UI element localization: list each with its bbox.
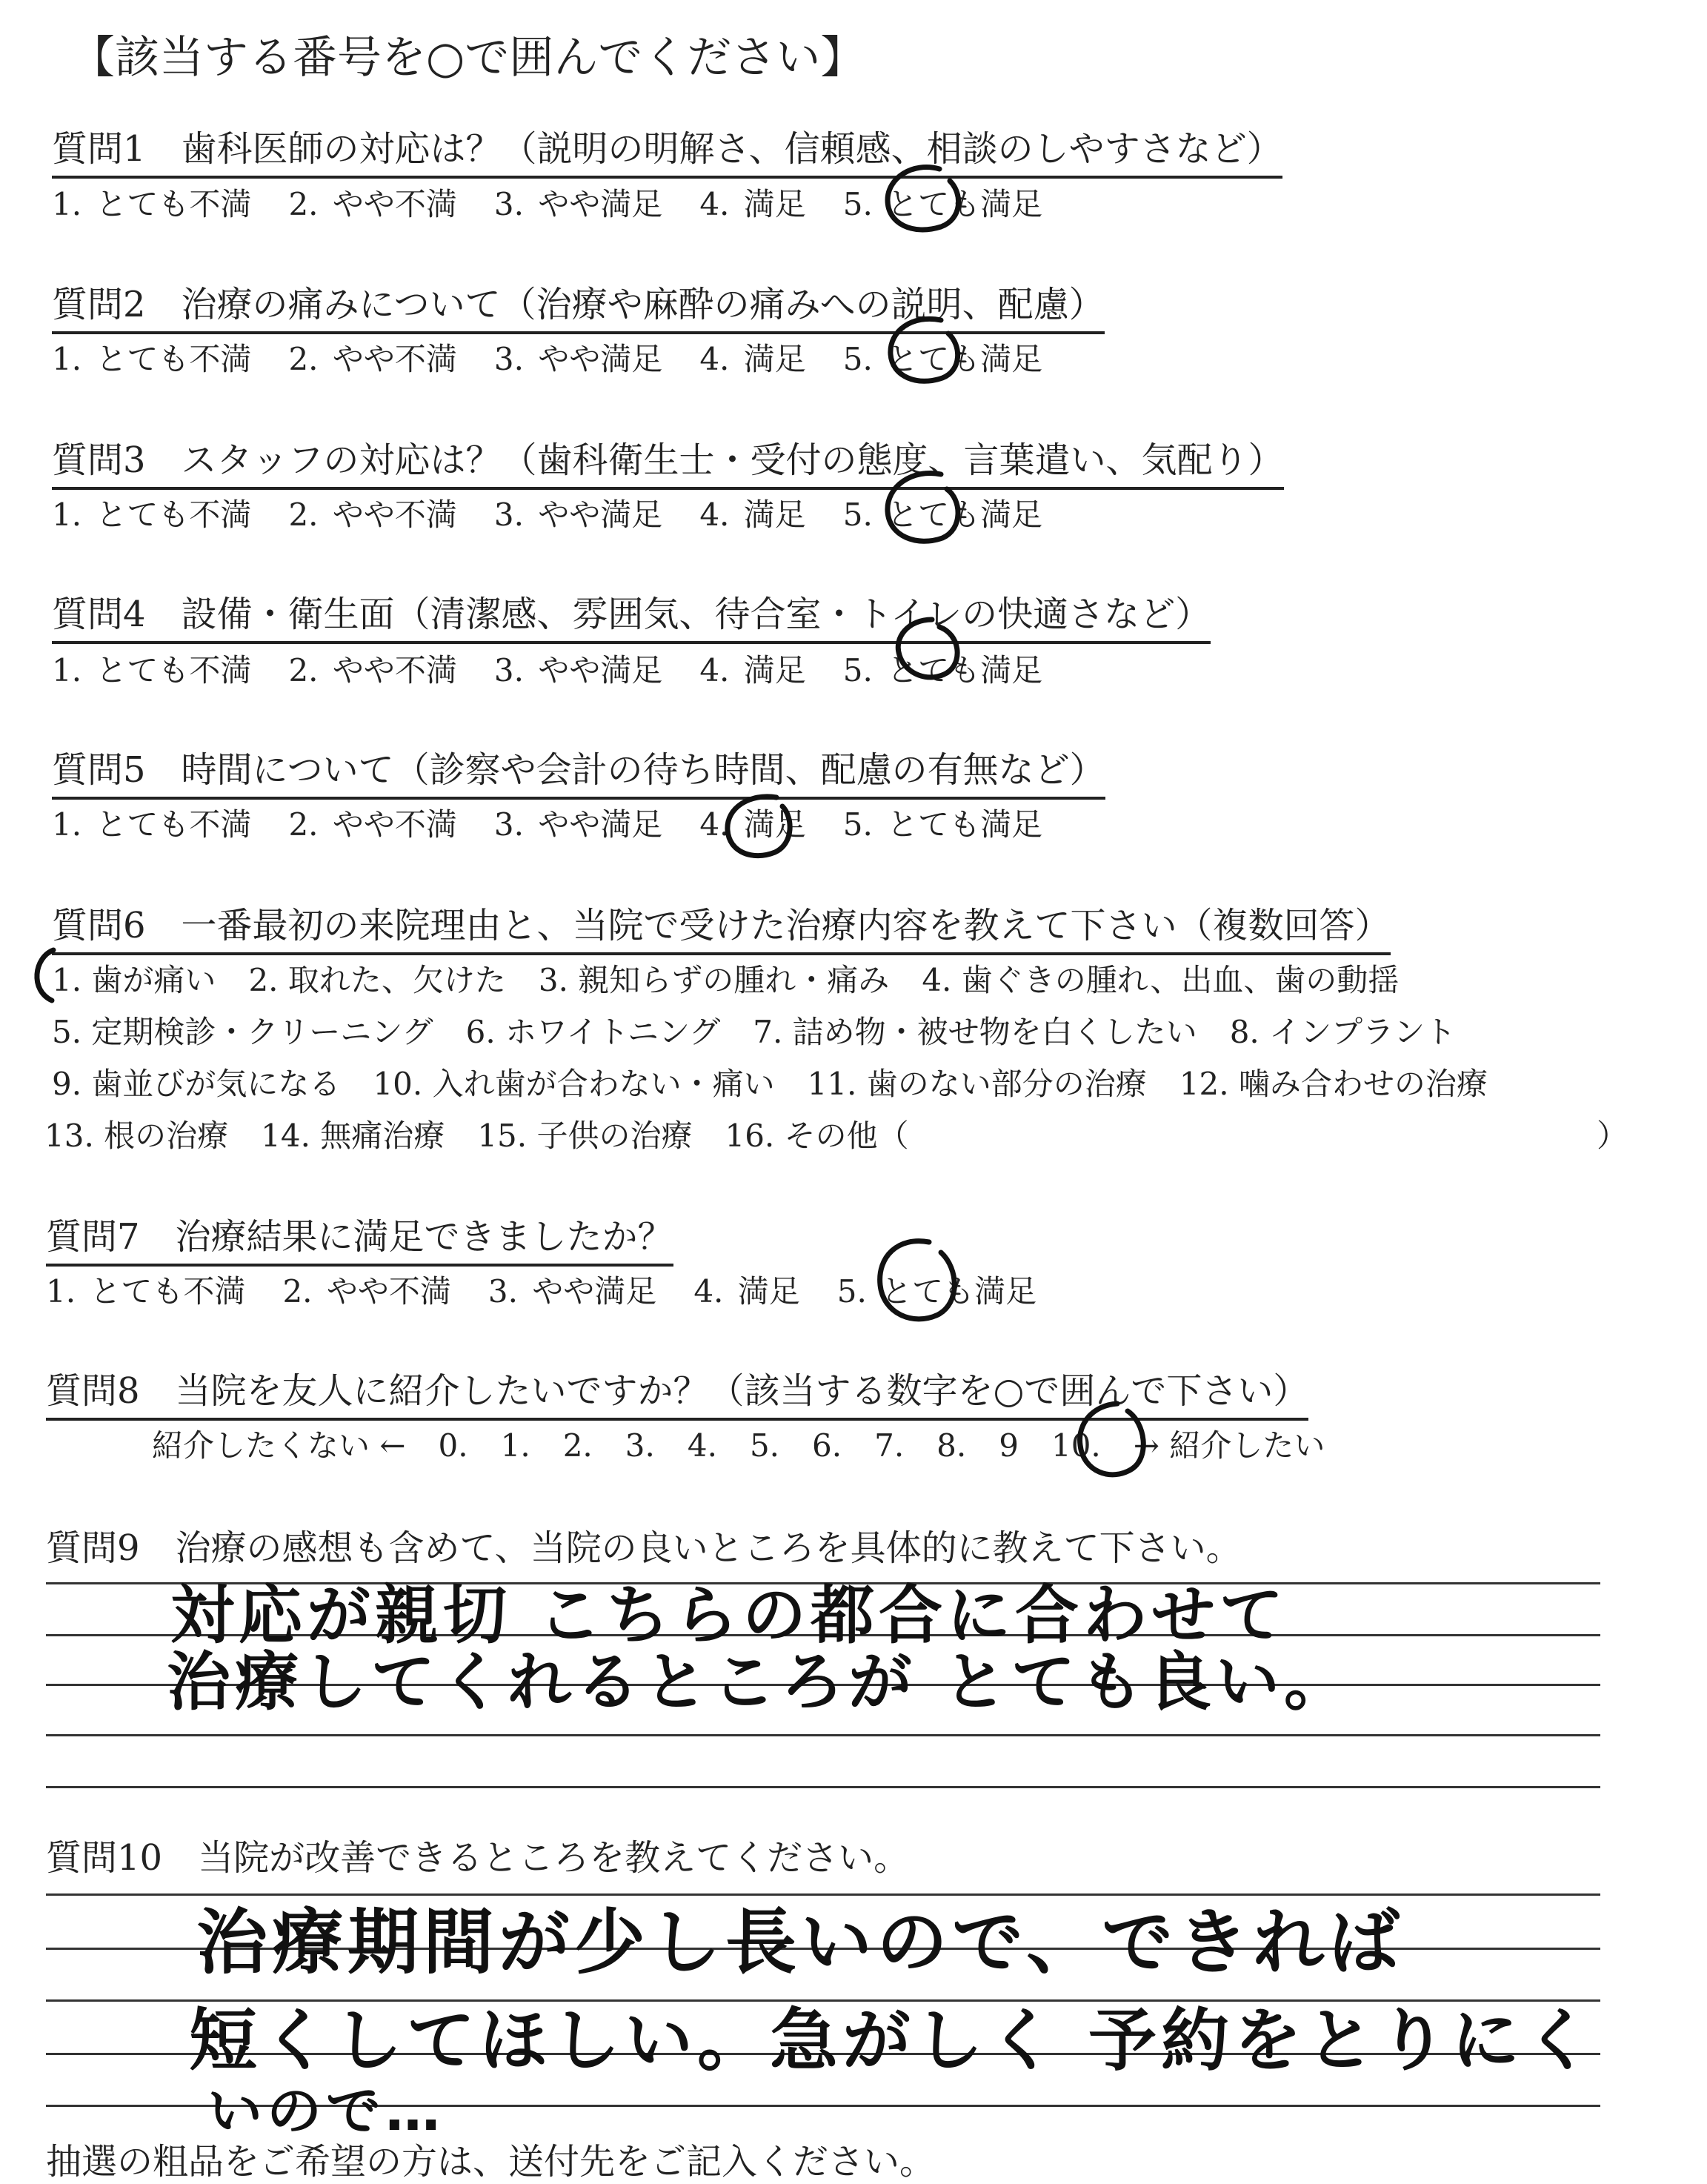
option-5[interactable]: 5. とても満足	[836, 1273, 1037, 1310]
scale-10[interactable]: 10.	[1051, 1427, 1101, 1464]
reason-option[interactable]: 10. 入れ歯が合わない・痛い	[373, 1066, 775, 1102]
reason-option[interactable]: 8. インプラント	[1229, 1014, 1457, 1050]
q2-answer-circle	[891, 319, 958, 381]
q6-answer-paren	[37, 950, 53, 1000]
option-2[interactable]: 2. やや不満	[288, 806, 457, 843]
q10-handwritten-line-3: いので…	[207, 2080, 445, 2143]
other-close-paren: ）	[1597, 1118, 1628, 1154]
reason-option[interactable]: 3. 親知らずの腫れ・痛み	[538, 962, 890, 998]
option-4[interactable]: 4. 満足	[699, 806, 806, 843]
option-3[interactable]: 3. やや満足	[488, 1273, 657, 1310]
question-1-title: 質問1 歯科医師の対応は？（説明の明解さ、信頼感、相談のしやすさなど）	[52, 120, 1282, 179]
scale-left-label: 紹介したくない ←	[152, 1427, 406, 1464]
scale-7[interactable]: 7.	[874, 1427, 905, 1464]
question-4-title: 質問4 設備・衛生面（清潔感、雰囲気、待合室・トイレの快適さなど）	[52, 585, 1211, 644]
reason-option[interactable]: 11. 歯のない部分の治療	[807, 1066, 1147, 1102]
q9-handwritten-line-1: 対応が親切 こちらの都合に合わせて	[170, 1579, 1288, 1653]
q7-answer-circle	[880, 1241, 955, 1319]
option-1[interactable]: 1. とても不満	[46, 1273, 246, 1310]
option-3[interactable]: 3. やや満足	[493, 652, 663, 688]
q10-handwritten-line-2: 短くしてほしい。急がしく 予約をとりにく	[189, 2001, 1597, 2080]
reason-option[interactable]: 7. 詰め物・被せ物を白くしたい	[753, 1014, 1197, 1050]
question-6-title: 質問6 一番最初の来院理由と、当院で受けた治療内容を教えて下さい（複数回答）	[52, 897, 1391, 955]
question-3-title: 質問3 スタッフの対応は？（歯科衛生士・受付の態度、言葉遣い、気配り）	[52, 431, 1284, 490]
question-9-title: 質問9 治療の感想も含めて、当院の良いところを具体的に教えて下さい。	[46, 1527, 1242, 1569]
scale-5[interactable]: 5.	[749, 1427, 780, 1464]
option-3[interactable]: 3. やや満足	[493, 341, 663, 377]
option-4[interactable]: 4. 満足	[693, 1273, 800, 1310]
option-4[interactable]: 4. 満足	[699, 186, 806, 222]
option-2[interactable]: 2. やや不満	[288, 341, 457, 377]
q3-answer-circle	[888, 473, 958, 541]
q8-answer-circle	[1080, 1404, 1144, 1475]
scale-4[interactable]: 4.	[687, 1427, 717, 1464]
option-2[interactable]: 2. やや不満	[288, 652, 457, 688]
option-1[interactable]: 1. とても不満	[52, 806, 252, 843]
option-4[interactable]: 4. 満足	[699, 497, 806, 533]
option-5[interactable]: 5. とても満足	[842, 186, 1043, 222]
option-4[interactable]: 4. 満足	[699, 341, 806, 377]
reason-option[interactable]: 1. 歯が痛い	[52, 962, 216, 998]
reason-option[interactable]: 12. 噛み合わせの治療	[1179, 1066, 1488, 1102]
q1-answer-circle	[888, 167, 959, 230]
option-5[interactable]: 5. とても満足	[842, 341, 1043, 377]
question-5-title: 質問5 時間について（診察や会計の待ち時間、配慮の有無など）	[52, 741, 1105, 800]
reason-option[interactable]: 14. 無痛治療	[261, 1118, 445, 1154]
option-2[interactable]: 2. やや不満	[288, 497, 457, 533]
scale-2[interactable]: 2.	[562, 1427, 593, 1464]
option-1[interactable]: 1. とても不満	[52, 186, 252, 222]
scale-9[interactable]: 9	[999, 1427, 1019, 1464]
option-5[interactable]: 5. とても満足	[842, 497, 1043, 533]
scale-3[interactable]: 3.	[625, 1427, 655, 1464]
option-1[interactable]: 1. とても不満	[52, 341, 252, 377]
form-header: 【該当する番号を○で囲んでください】	[70, 32, 865, 84]
question-2-title: 質問2 治療の痛みについて（治療や麻酔の痛みへの説明、配慮）	[52, 276, 1105, 334]
option-2[interactable]: 2. やや不満	[288, 186, 457, 222]
scale-1[interactable]: 1.	[500, 1427, 530, 1464]
reason-option[interactable]: 4. 歯ぐきの腫れ、出血、歯の動揺	[922, 962, 1400, 998]
option-3[interactable]: 3. やや満足	[493, 497, 663, 533]
reason-option[interactable]: 5. 定期検診・クリーニング	[52, 1014, 433, 1050]
scale-0[interactable]: 0.	[438, 1427, 468, 1464]
option-3[interactable]: 3. やや満足	[493, 186, 663, 222]
question-8-title: 質問8 当院を友人に紹介したいですか？（該当する数字を○で囲んで下さい）	[46, 1362, 1308, 1421]
scale-6[interactable]: 6.	[812, 1427, 842, 1464]
option-5[interactable]: 5. とても満足	[842, 806, 1043, 843]
scale-right-label: → 紹介したい	[1133, 1427, 1325, 1464]
scale-8[interactable]: 8.	[936, 1427, 967, 1464]
q9-handwritten-line-2: 治療してくれるところが とても良い。	[167, 1645, 1352, 1719]
reason-option[interactable]: 2. 取れた、欠けた	[248, 962, 506, 998]
reason-option[interactable]: 9. 歯並びが気になる	[52, 1066, 341, 1102]
option-1[interactable]: 1. とても不満	[52, 652, 252, 688]
option-3[interactable]: 3. やや満足	[493, 806, 663, 843]
q4-answer-circle	[898, 620, 957, 677]
q10-handwritten-line-1: 治療期間が少し長いので、できれば	[196, 1901, 1405, 1984]
option-1[interactable]: 1. とても不満	[52, 497, 252, 533]
q5-answer-circle	[728, 797, 790, 856]
reason-option[interactable]: 16. その他（	[725, 1118, 909, 1154]
question-7-title: 質問7 治療結果に満足できましたか？	[46, 1208, 673, 1267]
footer-note: 抽選の粗品をご希望の方は、送付先をご記入ください。	[46, 2141, 936, 2183]
reason-option[interactable]: 15. 子供の治療	[477, 1118, 693, 1154]
reason-option[interactable]: 6. ホワイトニング	[465, 1014, 721, 1050]
option-4[interactable]: 4. 満足	[699, 652, 806, 688]
reason-option[interactable]: 13. 根の治療	[44, 1118, 229, 1154]
question-10-title: 質問10 当院が改善できるところを教えてください。	[46, 1837, 910, 1879]
option-5[interactable]: 5. とても満足	[842, 652, 1043, 688]
option-2[interactable]: 2. やや不満	[282, 1273, 451, 1310]
